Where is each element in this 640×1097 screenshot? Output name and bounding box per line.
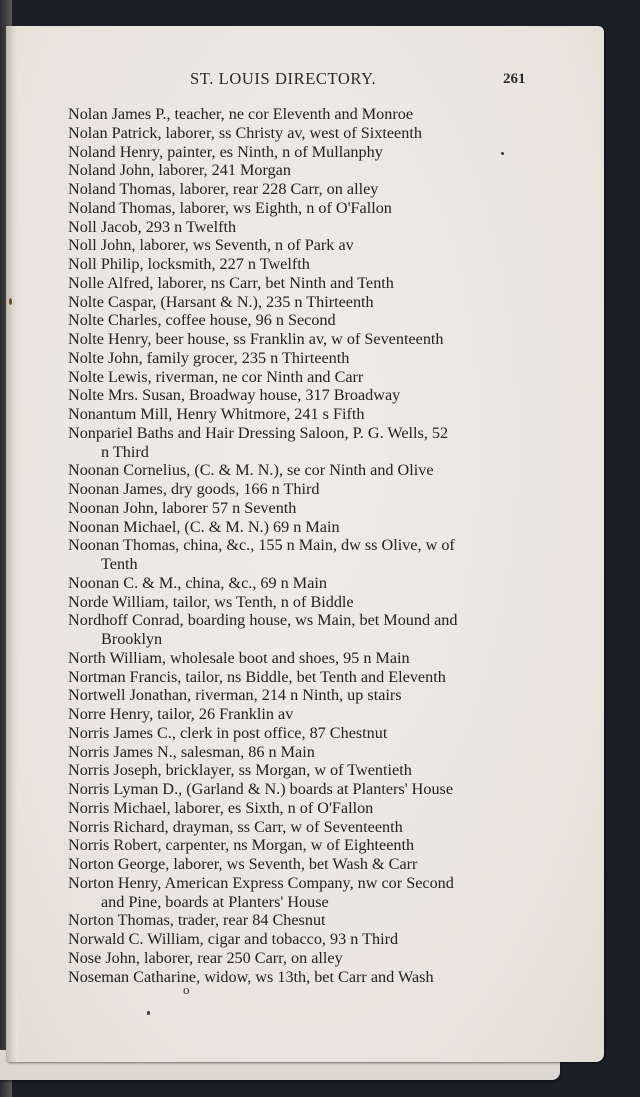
directory-entry — [68, 724, 548, 743]
running-title: ST. LOUIS DIRECTORY. — [190, 69, 377, 88]
directory-entry — [68, 855, 548, 874]
directory-entry — [68, 518, 548, 537]
directory-entry — [68, 611, 548, 649]
entry-text: Nolan James P., teacher, ne cor Eleventh and Monroe — [68, 105, 414, 123]
page-gutter — [6, 26, 18, 1062]
directory-entry — [68, 480, 548, 499]
directory-entry — [68, 499, 548, 518]
entry-text: Nolte Lewis, riverman, ne cor Ninth and Carr — [68, 367, 364, 386]
directory-entry — [68, 874, 548, 912]
entry-text: Norde William, tailor, ws Tenth, n of Biddle — [68, 592, 354, 611]
directory-entry — [68, 461, 548, 480]
directory-entry — [68, 255, 548, 274]
directory-entry — [68, 311, 548, 330]
directory-entry — [68, 705, 548, 724]
entry-text: Norris James N., salesman, 86 n Main — [68, 742, 315, 761]
ink-speck — [147, 1011, 150, 1015]
directory-entry — [68, 686, 548, 705]
entry-text: Nose John, laborer, rear 250 Carr, on alley — [68, 948, 343, 967]
entry-text: Noll Jacob, 293 n Twelfth — [68, 217, 237, 236]
entry-text: Nolte John, family grocer, 235 n Thirteenth — [68, 348, 350, 367]
directory-entry — [68, 405, 548, 424]
entry-text: Noland Thomas, laborer, rear 228 Carr, on alley — [68, 180, 379, 198]
directory-entry — [68, 236, 548, 255]
entry-text: Nortwell Jonathan, riverman, 214 n Ninth, up stairs — [68, 686, 402, 705]
entry-text: Nolte Charles, coffee house, 96 n Second — [68, 311, 336, 330]
entry-text: Norton George, laborer, ws Seventh, bet Wash & Carr — [68, 855, 418, 873]
directory-entry — [68, 930, 548, 949]
entry-text: Norris Robert, carpenter, ns Morgan, w of Eighteenth — [68, 836, 415, 855]
entry-text: Noseman Catharine, widow, ws 13th, bet Carr and Wash — [68, 967, 434, 986]
entry-continuation: n Third — [101, 442, 149, 461]
entry-text: Nolle Alfred, laborer, ns Carr, bet Ninth and Tenth — [68, 273, 394, 292]
directory-entry — [68, 368, 548, 387]
signature-mark: o — [183, 982, 190, 997]
directory-entry — [68, 799, 548, 818]
entry-text: Nonantum Mill, Henry Whitmore, 241 s Fifth — [68, 405, 365, 423]
directory-entry — [68, 161, 548, 180]
ink-speck — [501, 152, 504, 155]
directory-entry — [68, 968, 548, 987]
directory-entry — [68, 218, 548, 237]
directory-entry — [68, 574, 548, 593]
entry-text: Noonan Michael, (C. & M. N.) 69 n Main — [68, 517, 340, 536]
entry-text: Noll John, laborer, ws Seventh, n of Park av — [68, 236, 354, 255]
directory-entry — [68, 818, 548, 837]
entry-text: Norris Michael, laborer, es Sixth, n of O'Fallon — [68, 798, 374, 817]
entry-text: Nolte Henry, beer house, ss Franklin av, w of Seventeenth — [68, 330, 444, 348]
entry-text: Norton Henry, American Express Company, nw cor Second — [68, 873, 454, 892]
directory-entry — [68, 180, 548, 199]
entry-text: Norton Thomas, trader, rear 84 Chesnut — [68, 911, 326, 930]
entry-text: Noland John, laborer, 241 Morgan — [68, 161, 291, 180]
directory-entry — [68, 836, 548, 855]
entry-continuation: Tenth — [101, 555, 138, 573]
page-number: 261 — [503, 71, 526, 87]
entry-text: Nolan Patrick, laborer, ss Christy av, west of Sixteenth — [68, 123, 422, 142]
directory-entry — [68, 424, 548, 462]
entry-text: Norris Joseph, bricklayer, ss Morgan, w of Twentieth — [68, 761, 412, 780]
directory-entry — [68, 143, 548, 162]
directory-entry — [68, 124, 548, 143]
directory-entry — [68, 949, 548, 968]
entry-continuation: Brooklyn — [101, 630, 163, 648]
directory-entry — [68, 911, 548, 930]
directory-entry — [68, 199, 548, 218]
entry-text: Noland Henry, painter, es Ninth, n of Mullanphy — [68, 142, 383, 161]
entry-text: Nortman Francis, tailor, ns Biddle, bet Tenth and Eleventh — [68, 667, 446, 686]
entry-text: Nolte Mrs. Susan, Broadway house, 317 Broadway — [68, 386, 401, 405]
entry-continuation: and Pine, boards at Planters' House — [101, 892, 329, 911]
entry-text: Nordhoff Conrad, boarding house, ws Main, bet Mound and — [68, 611, 458, 630]
entry-text: Nonpariel Baths and Hair Dressing Saloon, P. G. Wells, 52 — [68, 423, 449, 442]
directory-entry — [68, 649, 548, 668]
directory-entries — [68, 105, 548, 986]
directory-entry — [68, 330, 548, 349]
entry-text: Noonan C. & M., china, &c., 69 n Main — [68, 573, 327, 592]
entry-text: Noonan James, dry goods, 166 n Third — [68, 480, 320, 498]
entry-text: Noonan Thomas, china, &c., 155 n Main, dw ss Olive, w of — [68, 536, 455, 555]
page-header — [6, 67, 604, 91]
entry-text: Noonan John, laborer 57 n Seventh — [68, 498, 297, 517]
entry-text: Norris James C., clerk in post office, 87 Chestnut — [68, 723, 388, 742]
directory-entry — [68, 105, 548, 124]
directory-entry — [68, 780, 548, 799]
entry-text: North William, wholesale boot and shoes, 95 n Main — [68, 648, 410, 667]
directory-entry — [68, 274, 548, 293]
entry-text: Noonan Cornelius, (C. & M. N.), se cor Ninth and Olive — [68, 461, 434, 480]
entry-text: Nolte Caspar, (Harsant & N.), 235 n Thirteenth — [68, 292, 374, 311]
entry-text: Noll Philip, locksmith, 227 n Twelfth — [68, 255, 310, 273]
entry-text: Noland Thomas, laborer, ws Eighth, n of O'Fallon — [68, 198, 392, 217]
directory-entry — [68, 293, 548, 312]
entry-text: Norris Richard, drayman, ss Carr, w of Seventeenth — [68, 817, 403, 836]
entry-text: Norris Lyman D., (Garland & N.) boards at Planters' House — [68, 780, 454, 798]
directory-entry — [68, 349, 548, 368]
directory-entry — [68, 386, 548, 405]
entry-text: Norre Henry, tailor, 26 Franklin av — [68, 705, 294, 723]
directory-entry — [68, 593, 548, 612]
directory-entry — [68, 668, 548, 687]
entry-text: Norwald C. William, cigar and tobacco, 93 n Third — [68, 930, 399, 948]
directory-entry — [68, 761, 548, 780]
ink-speck — [9, 298, 12, 305]
directory-page — [6, 26, 604, 1062]
directory-entry — [68, 743, 548, 762]
directory-entry — [68, 536, 548, 574]
